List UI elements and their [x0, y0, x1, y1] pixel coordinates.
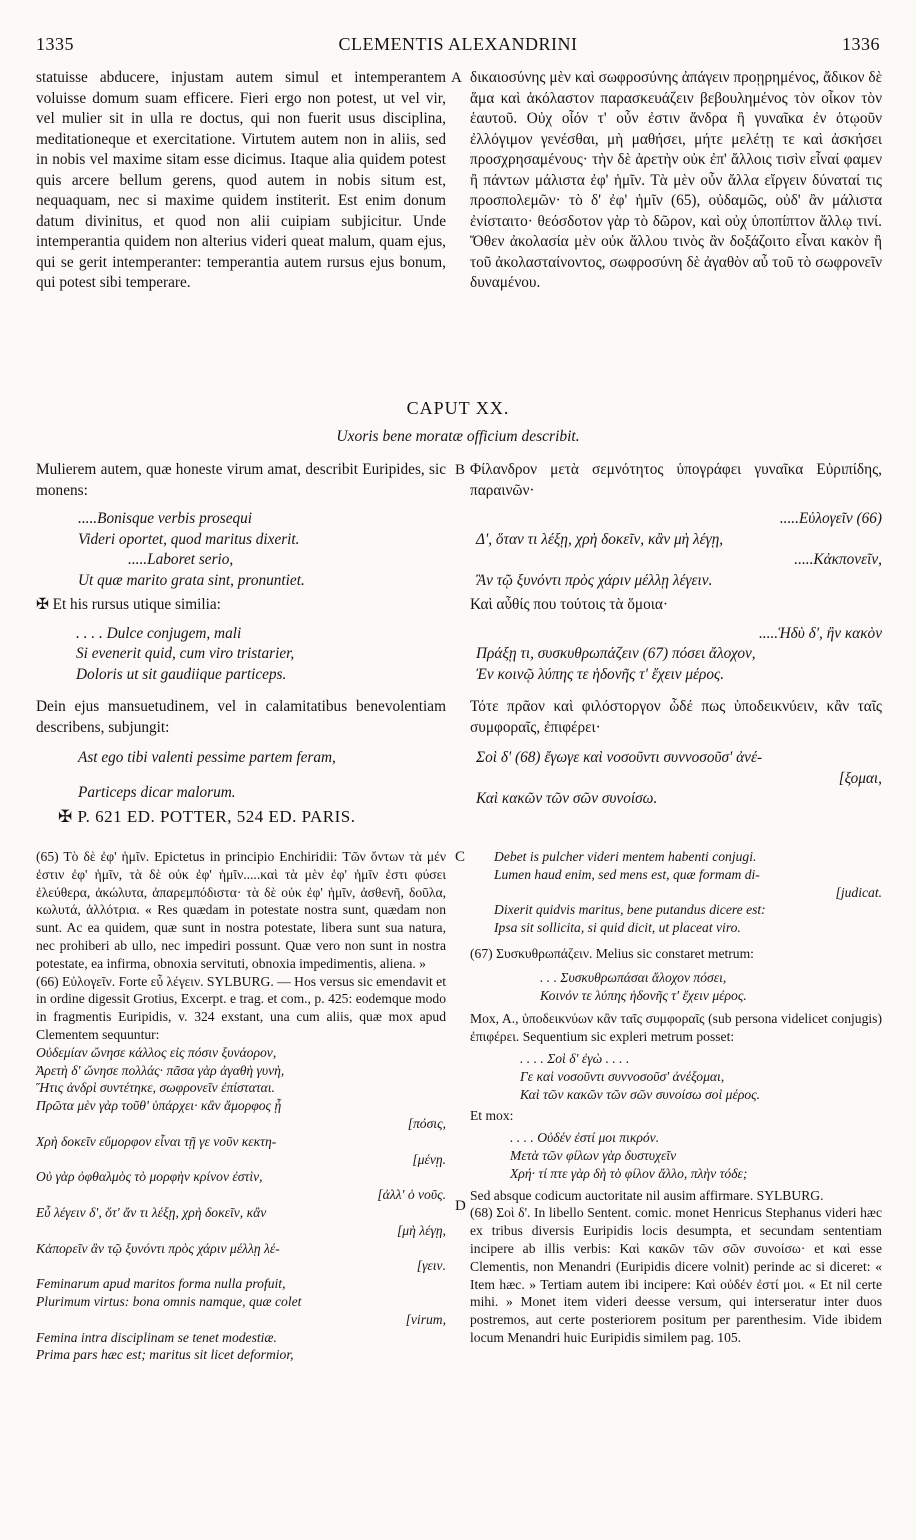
chapter-title: CAPUT XX. [406, 398, 510, 418]
verse-line: Κἀπορεῖν ἂν τῷ ξυνόντι πρὸς χάριν μέλλῃ λέ- [36, 1240, 280, 1256]
verse-line: . . . . Dulce conjugem, mali [76, 624, 242, 642]
verse-line: . . . . Οὐδέν ἐστί μοι πικρόν. [510, 1130, 660, 1146]
footnote-verses-left [36, 1044, 446, 1364]
verse-line: Particeps dicar malorum. [78, 783, 236, 801]
verse-line: . . . Συσκυθρωπάσαι ἄλοχον πόσει, [540, 969, 727, 985]
verse-line: Πρῶτα μὲν γὰρ τοῦθ' ὑπάρχει· κἂν ἄμορφος ᾖ [36, 1098, 282, 1114]
latin-description: Dein ejus mansuetudinem, vel in calamitatibus benevolentiam describens, subjungit: [36, 698, 446, 736]
footnote-sed: Sed absque codicum auctoritate nil ausim affirmare. SYLBURG. [470, 1187, 824, 1203]
latin-verse-block-1 [78, 509, 446, 591]
greek-verse-block-3 [476, 748, 882, 810]
footnote-verses-right-1 [494, 848, 882, 937]
margin-letter-c: C [455, 849, 466, 865]
verse-line: .....Bonisque verbis prosequi [78, 510, 253, 527]
latin-column-top [36, 68, 446, 294]
greek-verse-block-2 [476, 624, 882, 686]
verse-line: [ἀλλ' ὁ νοῦς. [377, 1187, 446, 1203]
verse-line: Ipsa sit sollicita, si quid dicit, ut placeat viro. [494, 920, 741, 936]
greek-description: Τότε πρᾶον καὶ φιλόστοργον ὧδέ πως ὑποδεικνύειν, κἂν ταῖς συμφοραῖς, ἐπιφέρει· [470, 698, 882, 736]
verse-line: Κοινόν τε λύπης ἡδονῆς τ' ἔχειν μέρος. [540, 987, 747, 1003]
notes-column-right [470, 848, 882, 1347]
running-header [36, 34, 880, 58]
verse-line: Ἐν κοινῷ λύπης τε ἡδονῆς τ' ἔχειν μέρος. [476, 665, 725, 683]
verse-line: Lumen haud enim, sed mens est, quæ formam di- [494, 866, 760, 882]
verse-line: Prima pars hæc est; maritus sit licet deformior, [36, 1347, 294, 1363]
verse-line: Doloris ut sit gaudiique particeps. [76, 665, 287, 683]
verse-line: Si evenerit quid, cum viro tristarier, [76, 645, 295, 662]
verse-line: Μετὰ τῶν φίλων γὰρ δυστυχεῖν [510, 1147, 677, 1163]
verse-line: Dixerit quidvis maritus, bene putandus dicere est: [494, 902, 766, 918]
latin-connector: ✠ Et his rursus utique similia: [36, 596, 221, 613]
verse-line: .....Laboret serio, [128, 551, 234, 568]
margin-letter-d: D [455, 1198, 466, 1214]
verse-line: Ἥτις ἀνδρὶ συντέτηκε, σωφρονεῖν ἐπίσταται. [36, 1080, 275, 1096]
verse-line: Δ', ὅταν τι λέξῃ, χρὴ δοκεῖν, κἂν μὴ λέγῃ, [476, 530, 724, 548]
footnote-verses-right-4 [510, 1129, 882, 1182]
verse-line: [ξομαι, [838, 769, 882, 787]
margin-letter-b: B [455, 462, 466, 478]
greek-intro: Φίλανδρον μετὰ σεμνότητος ὑπογράφει γυναῖκα Εὐριπίδης, παραινῶν· [470, 461, 882, 499]
latin-intro: Mulierem autem, quæ honeste virum amat, describit Euripides, sic monens: [36, 461, 446, 499]
greek-column-middle [470, 460, 882, 814]
verse-line: .....Ἡδὺ δ', ἢν κακὸν [758, 624, 882, 642]
greek-connector: Καὶ αὖθίς που τούτοις τὰ ὅμοια· [470, 596, 668, 613]
footnote-verses-right-3 [520, 1050, 882, 1103]
verse-line: Χρή· τί πτε γὰρ δὴ τὸ φίλον ἄλλο, πλὴν τόδε; [510, 1165, 748, 1181]
running-title: CLEMENTIS ALEXANDRINI [338, 34, 578, 54]
verse-line: Debet is pulcher videri mentem habenti conjugi. [494, 849, 757, 864]
verse-line: Σοὶ δ' (68) ἔγωγε καὶ νοσοῦντι συννοσοῦσ' ἀνέ- [476, 749, 763, 766]
verse-line: [μὴ λέγῃ, [397, 1222, 446, 1238]
verse-line: [γειν. [416, 1258, 446, 1274]
page-number-right: 1336 [842, 34, 880, 54]
footnote-et-mox: Et mox: [470, 1108, 514, 1124]
verse-line: Ast ego tibi valenti pessime partem feram, [78, 749, 336, 766]
latin-column-middle [36, 460, 446, 833]
verse-line: Plurimum virtus: bona omnis namque, quæ colet [36, 1293, 302, 1309]
chapter-subtitle: Uxoris bene moratæ officium describit. [336, 428, 580, 445]
latin-paragraph: statuisse abducere, injustam autem simul et intemperantem voluisse domum suam efficere. Fieri ergo non potest, ut vel vir, vel mulier sit in ulla re doctus, qui non fuerit usus disciplina, meditationeque et exercitatione. Virtutem autem non in aliis, sed in nobis vel maxime sitam esse dicimus. Itaque alia quidem potest quis arcere bellum gerens, quod autem in nobis situm est, nequaquam, nec si maxime quidem institerit. Est enim donum datum divinitus, et quod non alii cuipiam subjicitur. Unde intemperantia quidem non alterius videri queat malum, quam ejus, qui se gerit intemperanter: temperantia autem rursus ejus bonum, qui potest sibi temperare. [36, 69, 446, 291]
verse-line: Ἀρετὴ δ' ὤνησε πολλάς· πᾶσα γὰρ ἀγαθὴ γυνὴ, [36, 1062, 285, 1078]
footnote-66: (66) Εὐλογεῖν. Forte εὖ λέγειν. SYLBURG. — Hos versus sic emendavit et in ordine digessit Grotius, Excerpt. e trag. et com., p. 425: eodemque modo in fragmentis Euripidis, v. 324 exstant, una cum aliis, quæ mox apud Clementem sequuntur: [36, 973, 446, 1042]
footnote-65: (65) Τὸ δὲ ἐφ' ἡμῖν. Epictetus in principio Enchiridii: Τῶν ὄντων τὰ μέν ἐστιν ἐφ' ἡμῖν, τὰ δὲ οὐκ ἐφ' ἡμῖν.....καὶ τὰ μὲν ἐφ' ἡμῖν ἐστι φύσει ἐλεύθερα, ἀκώλυτα, ἀπαρεμπόδιστα· τὰ δὲ οὐκ ἐφ' ἡμῖν, ἀσθενῆ, δοῦλα, κωλυτά, ἀλλότρια. « Res quædam in potestate nostra sunt, quædam non sunt. Ac ea quidem, quæ sunt in nostra potestate, libera sunt sua natura, nec prohiberi ab ullo, nec impediri possunt. Quæ vero non sunt in nostra potestate, ea infirma, obnoxia servituti, obnoxia impedimentis, aliena. » [36, 849, 446, 971]
greek-verse-block-1 [476, 509, 882, 591]
latin-verse-block-2 [76, 624, 446, 686]
greek-paragraph: δικαιοσύνης μὲν καὶ σωφροσύνης ἀπάγειν προῃρημένος, ἄδικον δὲ ἅμα καὶ ἀκόλαστον παρασκευάζειν βεβουλημένος τὸν οἶκον τὸν ἑαυτοῦ. Οὐχ οἷόν τ' οὖν ἐστιν ἄνδρα ἢ γυναῖκα ἐν ὁτῳοῦν ἐλλόγιμον γενέσθαι, μὴ μαθήσει, μήτε μελέτῃ τε καὶ ἀσκήσει προσχρησαμένους· τὴν δὲ ἀρετὴν οὐκ ἐπ' ἄλλοις τισὶν εἶναί φαμεν ἢ πάντων μάλιστα ἐφ' ἡμῖν. Τὰ μὲν οὖν ἄλλα εἴργειν δύναταί τις προσπολεμῶν· τὸ δ' ἐφ' ἡμῖν (65), οὐδαμῶς, οὐδ' ἂν μάλιστα ἐνίσταιτο· θεόσδοτον γὰρ τὸ δῶρον, καὶ οὐχ ὑποπίπτον ἄλλῳ τινί. Ὅθεν ἀκολασία μὲν οὐκ ἄλλου τινὸς ἂν δοξάζοιτο εἶναι κακὸν ἢ τοῦ ἀκολασταίνοντος, σωφροσύνη δὲ ἀγαθὸν αὖ τοῦ τὸ σωφρονεῖν δυναμένου. [470, 69, 882, 291]
footnote-mox: Mox, A., ὑποδεικνύων κἂν ταῖς συμφοραῖς (sub persona videlicet conjugis) ἐπιφέρει. Sequentium sic expleri metrum posset: [470, 1011, 882, 1045]
footnote-68: (68) Σοὶ δ'. In libello Sentent. comic. monet Henricus Stephanus videri hæc ex tribus diversis Euripidis locis desumpta, et secundam sententiam incipere ab illis verbis: Καὶ κακῶν τῶν σῶν συνοίσω· et καὶ esse Clementis, non Menandri (Euripidis dicere volnit) perinde ac si diceret: « Item hæc. » Tertiam autem ibi incipere: Καὶ οὐδέν ἐστί μοι. « Et nil certe mihi. » Monet item videri deesse versum, qui interseratur inter duos postremos, aut certe posteriorem positum per parenthesim. Vide ibidem locum Menandri huic Euripidis similem pag. 105. [470, 1205, 882, 1345]
verse-line: [virum, [405, 1311, 446, 1327]
verse-line: [judicat. [835, 884, 882, 900]
verse-line: Εὖ λέγειν δ', ὅτ' ἄν τι λέξῃ, χρὴ δοκεῖν, κἂν [36, 1204, 267, 1220]
page-number-left: 1335 [36, 34, 74, 54]
verse-line: [μένῃ. [412, 1151, 446, 1167]
latin-verse-block-3 [78, 748, 446, 803]
verse-line: Femina intra disciplinam se tenet modestiæ. [36, 1329, 277, 1345]
verse-line: Ut quæ marito grata sint, pronuntiet. [78, 571, 305, 589]
greek-column-top [470, 68, 882, 294]
verse-line: Καὶ κακῶν τῶν σῶν συνοίσω. [476, 790, 658, 807]
verse-line: Καὶ τῶν κακῶν τῶν σῶν συνοίσω σοὶ μέρος. [520, 1086, 761, 1102]
verse-line: Videri oportet, quod maritus dixerit. [78, 530, 300, 548]
footnote-verses-right-2 [540, 969, 882, 1005]
margin-letter-a: A [451, 70, 462, 86]
notes-column-left [36, 848, 446, 1364]
verse-line: Οὐδεμίαν ὤνησε κάλλος εἰς πόσιν ξυνάορον, [36, 1044, 277, 1060]
verse-line: .....Εὐλογεῖν (66) [779, 510, 882, 527]
verse-line: Γε καὶ νοσοῦντι συννοσοῦσ' ἀνέξομαι, [520, 1068, 725, 1084]
verse-line: [πόσις, [407, 1115, 446, 1131]
footnote-67: (67) Συσκυθρωπάζειν. Melius sic constaret metrum: [470, 945, 754, 961]
verse-line: Ἂν τῷ ξυνόντι πρὸς χάριν μέλλῃ λέγειν. [476, 571, 713, 589]
verse-line: Πράξῃ τι, συσκυθρωπάζειν (67) πόσει ἄλοχον, [476, 645, 756, 662]
edition-reference: ✠ P. 621 ED. POTTER, 524 ED. PARIS. [58, 807, 356, 826]
verse-line: Feminarum apud maritos forma nulla profuit, [36, 1276, 286, 1292]
verse-line: .....Κἀκπονεῖν, [794, 551, 882, 568]
verse-line: Οὐ γὰρ ὀφθαλμὸς τὸ μορφὴν κρίνον ἐστὶν, [36, 1169, 263, 1185]
verse-line: . . . . Σοὶ δ' ἐγὼ . . . . [520, 1050, 630, 1066]
verse-line: Χρὴ δοκεῖν εὔμορφον εἶναι τῇ γε νοῦν κεκτη- [36, 1133, 277, 1149]
